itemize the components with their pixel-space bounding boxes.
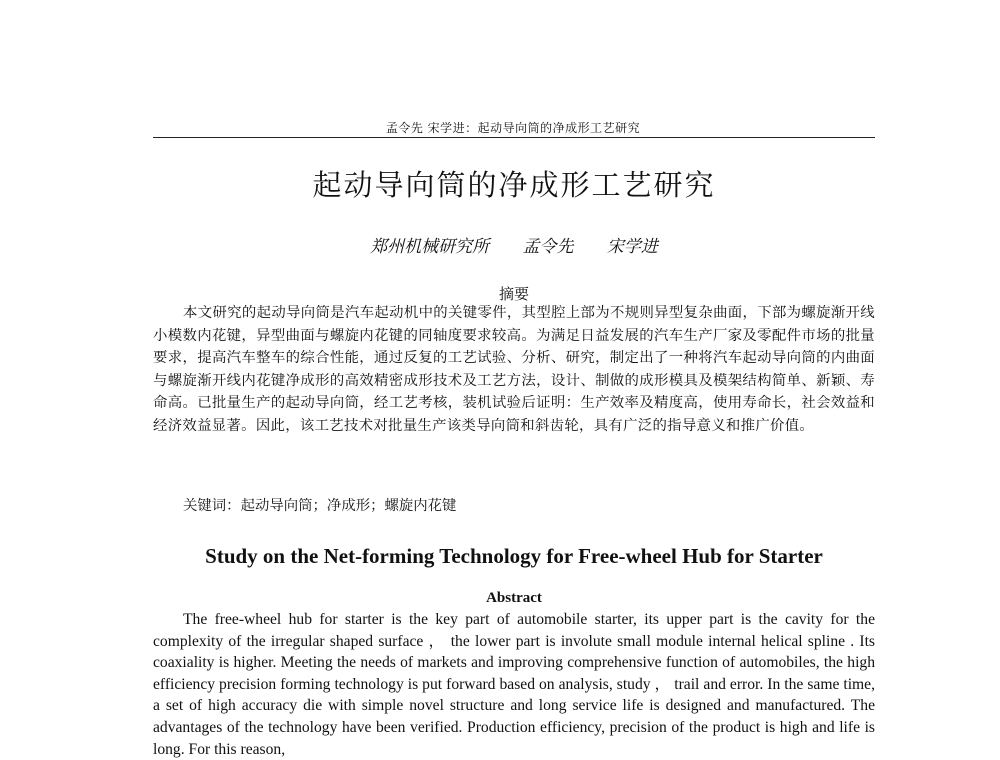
paper-title-cn: 起动导向筒的净成形工艺研究 bbox=[312, 168, 716, 202]
author-name-2: 宋学进 bbox=[606, 237, 658, 257]
keywords-cn: 起动导向筒；净成形；螺旋内花键 bbox=[240, 498, 457, 514]
institution-cn: 郑州机械研究所 bbox=[370, 237, 490, 257]
abstract-body-en: The free-wheel hub for starter is the key part of automobile starter, its upper part is the cavity for the complexity of the irregular shaped surface ， the lower part is involute small module internal helical spline . Its coaxiality is higher. Meeting the needs of markets and improving comprehensive function of automobiles, the high efficiency precision forming technology is put forward based on analysis, study ， trail and error. In the same time, a set of high accuracy die with simple novel structure and long service life is designed and manufactured. The advantages of the technology have been verified. Production efficiency, precision of the product is high and life is long. For this reason, bbox=[153, 611, 875, 758]
running-head: 孟令先 宋学进：起动导向筒的净成形工艺研究 bbox=[385, 121, 641, 135]
author-name-1: 孟令先 bbox=[522, 237, 574, 257]
author-line-cn bbox=[153, 232, 875, 257]
header-rule bbox=[153, 137, 875, 138]
keywords-label-cn: 关键词： bbox=[183, 498, 241, 514]
abstract-body-cn: 本文研究的起动导向筒是汽车起动机中的关键零件，其型腔上部为不规则异型复杂曲面，下部为螺旋渐开线小模数内花键，异型曲面与螺旋内花键的同轴度要求较高。为满足日益发展的汽车生产厂家及零配件市场的批量要求，提高汽车整车的综合性能，通过反复的工艺试验、分析、研究，制定出了一种将汽车起动导向筒的内曲面与螺旋渐开线内花键净成形的高效精密成形技术及工艺方法，设计、制做的成形模具及模架结构简单、新颖、寿命高。已批量生产的起动导向筒，经工艺考核，装机试验后证明：生产效率及精度高，使用寿命长，社会效益和经济效益显著。因此，该工艺技术对批量生产该类导向筒和斜齿轮，具有广泛的指导意义和推广价值。 bbox=[153, 305, 875, 434]
paper-title-en: Study on the Net-forming Technology for Free-wheel Hub for Starter bbox=[205, 544, 823, 568]
abstract-heading-en: Abstract bbox=[486, 590, 542, 606]
keywords-line-cn bbox=[183, 494, 456, 515]
abstract-heading-cn: 摘要 bbox=[498, 285, 529, 303]
